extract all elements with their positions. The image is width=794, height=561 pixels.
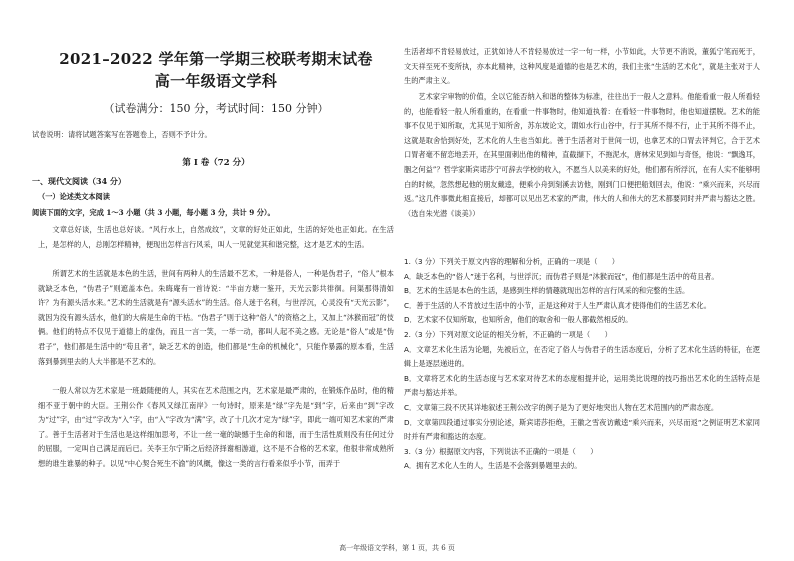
- section-title: 第 I 卷（72 分）: [182, 158, 250, 168]
- passage-paragraph: 艺术家字审物的价值，全以它能否纳入和谐的整体为标准，往往出于一般人之意料。他能看重一般人所看轻的，也能看轻一般人所看重的，在看重一件事物时，他知道执着：在看轻一件事物时，他也知道摆脱。艺术的能事不仅见于知所取，尤其见于知所舍，苏东坡论文，谓如水行山谷中，行于其所不得不行，止于其所不得不止，这就是取舍恰到好处，艺术化的人生也当如此。善于生活者对于世间一切，也拿艺术的口胃去评判它，合于艺术口胃者毫不留恋地丢开，在其里面刺出他的精神，直截撷下，不拖泥水，唐林宋见到如与奇怪，他说：“飘逸耳，胭之何益”？哲学家斯宾诺莎宁可辞去学校的收入，不愿当人以美来的好处，他们都有所浮沉，在有人实不能够明白的时候，忽然想起他的朋友戴逵，便乘小舟到刻溪去访他，刚到门口便把船划回去，他说：“乘兴而来，兴尽而返。”这几件事微此相直接后，却都可以见出艺术家的严肃，伟大的人和伟大的艺术都要同时并严肃与豁达之胜。（选自朱光潜《谈美》）: [404, 92, 760, 218]
- answer-option: D．文章第四段通过事实分别论述，斯宾诺莎拒绝，王徽之雪夜访戴逵“乘兴而来，兴尽而返”之例证明艺术家同时并有严肃和豁达的态度。: [404, 417, 760, 442]
- answer-option: A．缺乏本色的“俗人”迷于名利，与世浮沉；而伪君子则是“沐猴而冠”，他们都是生活中的苟且者。: [404, 271, 719, 281]
- exam-title: 2021–2022 学年第一学期三校联考期末试卷: [59, 50, 373, 68]
- question-stem: 2.（3 分）下列对原文论证的相关分析，不正确的一项是（ ）: [404, 329, 612, 339]
- answer-option: C．善于生活的人不肯放过生活中的小节，正是这种对于人生严肃认真才使得他们的生活艺术化。: [404, 300, 711, 310]
- question-block: [404, 255, 760, 474]
- part-heading: 一、现代文阅读（34 分）: [32, 176, 126, 186]
- answer-option: A．文章艺术化生活为论题，先被后立，在否定了俗人与伪君子的生活态度后，分析了艺术化生活的特征，在逻辑上是逐层递进的。: [404, 344, 760, 369]
- answer-option: A．拥有艺术化人生的人，生活是不会落到暴题里去的。: [404, 461, 582, 471]
- passage-paragraph: 所谓艺术的生活就是本色的生活，世间有两种人的生活最不艺术，一种是俗人，一种是伪君子，“俗人”根本就缺乏本色，“伪君子”则遮盖本色。朱晦庵有一首诗说：“半亩方塘一鉴开，天光云影共徘徊。问渠那得清如许？为有源头活水来。”艺术的生活就是有“源头活水”的生活。俗人迷于名利，与世浮沉，心灵没有“天光云影”，就因为没有源头活水，他们的大病是生命的干枯。“伪君子”则于这种“俗人”的资格之上，又加上“沐猴而冠”的伎俩。他们的特点不仅见于道德上的虚伪，而且一言一笑，一举一动，都叫人起不美之感。无论是“俗人”或是“伪君子”，他们都是生活中的“苟且者”，缺乏艺术的创造，他们都是“生命的机械化”，只能作暴露的原本看，生活落到暴到里去的人大半都是不艺术的。: [38, 269, 394, 366]
- exam-meta: （试卷满分：150 分，考试时间：150 分钟）: [103, 102, 329, 115]
- passage-paragraph: 一般人常以为艺术家是一班最随便的人，其实在艺术范围之内，艺术家是最严肃的，在锻炼作品时，他的精细不亚于朝中的大臣。王荆公作《春风又绿江南岸》一句诗时，原来是“绿”字先是“到”字，后来由“到”字改为“过”字，由“过”字改为“入”字，由“入”字改为“满”字，改了十几次才定为“绿”字，即此一端可知艺术家的严肃了。善于生活者对于生活也是这样细加思考，不让一丝一毫的缺憾于生命的和谐，而于生活性质则没有任何过分的屈服，一定叫自己满足而后已。关李王尔宁斯之后经济择谢相游道，这不是不合格的艺术家，他很非常成熟所想的谁生谁暴的种子。以见“中心契合死生不渝”的风概，像这一类的言行看来似乎小节，而弄于: [38, 386, 394, 468]
- page-footer: 高一年级语文学科，第 1 页，共 6 页: [339, 544, 455, 552]
- answer-option: B．文章将艺术化的生活态度与艺术家对待艺术的态度相提并论，运用类比说理的技巧指出艺术化的生活特点是严肃与豁达并举。: [404, 373, 760, 398]
- passage-paragraph: 文章总好谈，生活也总好谈。“风行水上，自然成纹”，文章的好处正如此，生活的好处也正如此。在生活上，是怎样的人，总刚怎样精神，便现出怎样言行风采，叫人一见就觉其和谐完整，这才是艺术的生活。: [38, 225, 394, 249]
- question-stem: 3.（3 分）根据原文内容，下列说法不正确的一项是（ ）: [404, 446, 598, 456]
- reading-instruction: 阅读下面的文字，完成 1～3 小题（共 3 小题，每小题 3 分，共计 9 分）。: [32, 208, 275, 217]
- answer-option: C．文章第三段不厌其详地叙述王荆公改字的例子是为了更好地突出人物在艺术范围内的严肃态度。: [404, 402, 719, 412]
- answer-option: D．艺术家不仅知所取，也知所舍，他们的取舍和一般人都截然相反的。: [404, 315, 633, 325]
- passage-paragraph: 生活者却不肯轻易放过，正犹如诗人不肯轻易放过一字一句一样，小节如此，大节更不消说，董狐宁笔而死于，文天祥至死不变所执，亦本此精神，这种风度是道德的也是艺术的，我们主张“生活的艺术化”，就是主张对于人生的严肃主义。: [404, 47, 760, 86]
- exam-subtitle: 高一年级语文学科: [154, 72, 278, 90]
- answer-option: B．艺术的生活是本色的生活，是感到生样的情趣就现出怎样的言行风采的和完整的生活。: [404, 286, 690, 296]
- question-stem: 1.（3 分）下列关于原文内容的理解和分析，正确的一项是（ ）: [404, 257, 619, 266]
- exam-notice: 试卷说明：请将试题答案写在答题卷上，否则不予计分。: [32, 130, 212, 139]
- subpart-heading: （一）论述类文本阅读: [38, 192, 110, 201]
